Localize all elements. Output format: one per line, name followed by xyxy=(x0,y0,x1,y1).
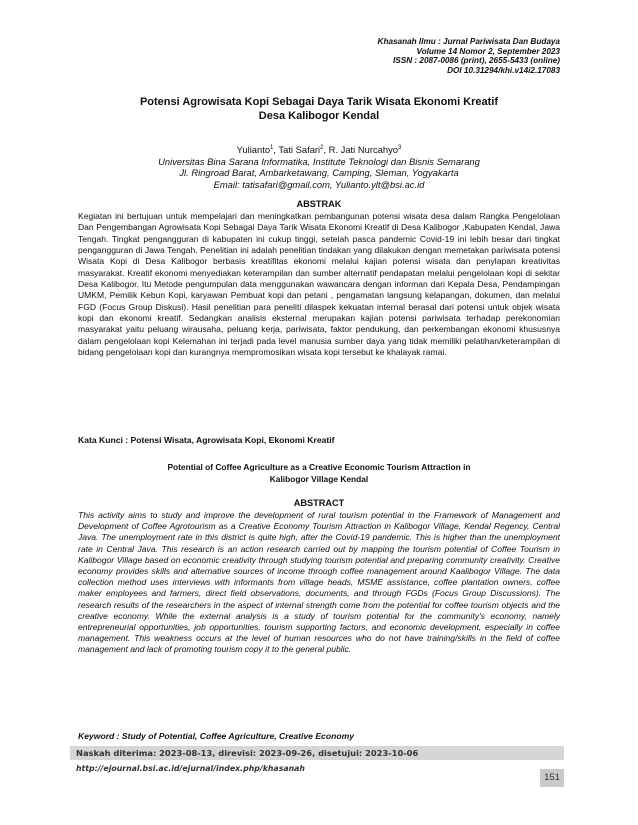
article-title-line-1: Potensi Agrowisata Kopi Sebagai Daya Tarik Wisata Ekonomi Kreatif xyxy=(139,96,499,108)
journal-header xyxy=(240,37,560,75)
journal-name: Khasanah Ilmu : Jurnal Pariwisata Dan Budaya xyxy=(377,37,560,46)
abstrak-heading: ABSTRAK xyxy=(296,199,342,209)
english-title-line-1: Potential of Coffee Agriculture as a Creative Economic Tourism Attraction in xyxy=(167,462,471,472)
author-email: Email: tatisafari@gmail.com, Yulianto.ylt@bsi.ac.id xyxy=(213,178,425,190)
author-1: Yulianto xyxy=(236,144,271,155)
abstrak-body: Kegiatan ini bertujuan untuk mempelajari dan meningkatkan pembangunan potensi wisata desa dalam Rangka Pengelolaan Dan Pengembangan Agrowisata Kopi Sebagai Daya Tarik Wisata Ekonomi Kreatif di Desa Kalibogor ,Kabupaten Kendal, Jawa Tengah. Tingkat pengangguran di kabupaten ini cukup tinggi, setelah pasca pandemic Covid-19 ini lebih besar dari tingkat pengangguran di Jawa Tengah. Penelitian ini adalah penelitian tindakan yang dilakukan dengan memetakan pariwisata potensi Wisata Kopi di Desa Kalibogor berbasis kreatifitas ekonomi melalui kajian potensi wisata dan penylapan kreativitas masyarakat. Kreatif ekonomi menyediakan keterampilan dan sumber alternatif pendapatan melalui pengelolaan kopi di sekitar Desa Kalibogor. Itu Metode pengumpulan data menggunakan wawancara dengan informan dari Kepala Desa, Pendampingan UMKM, Pemilik Kebun Kopi, karyawan Pembuat kopi dan petani , pengamatan langsung kelapangan, dokumen, dan melalui FGD (Focus Group Diskusi). Hasil penelitian para peneliti dilaspek kekuatan internal berasal dari potensi untuk objek wisata kopi dan ekonomi kreatif. Sedangkan analisis eksternal merupakan kajian potensi pariwisata terhadap perekonomian masyarakat yaitu peluang wirausaha, peluang kerja, pariwisata, faktor pendukung, dan perkembangan ekonomi khususnya dalam pengelolaan kopi Kelemahan ini terjadi pada level manusia sumber daya yang tidak memiliki pelatihan/keterampilan di bidang pengelolaan kopi dan kurangnya mempromosikan wisata kopi tersebut ke khalayak ramai. xyxy=(78,211,560,358)
author-1-affiliation-mark: 1 xyxy=(270,144,274,151)
journal-doi: DOI 10.31294/khi.v14i2.17083 xyxy=(447,65,560,75)
journal-volume: Volume 14 Nomor 2, September 2023 xyxy=(416,46,560,56)
author-3: , R. Jati Nurcahyo xyxy=(323,144,398,155)
article-title-line-2: Desa Kalibogor Kendal xyxy=(258,110,380,122)
author-list xyxy=(78,144,560,156)
author-3-affiliation-mark: 3 xyxy=(397,144,402,151)
journal-url-link[interactable]: http://ejournal.bsi.ac.id/ejurnal/index.php/khasanah xyxy=(76,764,305,773)
english-title-line-2: Kalibogor Village Kendal xyxy=(269,473,369,484)
author-2-affiliation-mark: 2 xyxy=(320,144,324,151)
abstrak-keywords: Kata Kunci : Potensi Wisata, Agrowisata Kopi, Ekonomi Kreatif xyxy=(78,435,335,445)
article-title xyxy=(78,95,560,123)
journal-issn: ISSN : 2087-0086 (print), 2655-5433 (online) xyxy=(393,56,560,66)
author-block xyxy=(78,144,560,190)
submission-dates: Naskah diterima: 2023-08-13, direvisi: 2023-09-26, disetujui: 2023-10-06 xyxy=(76,748,419,758)
abstract-body: This activity aims to study and improve the development of rural tourism potential in the Framework of Management and Development of Coffee Agrotourism as a Creative Economy Tourism Attraction in Kalibogor Village, Kendal Regency, Central Java. The unemployment rate in this district is quite high, after the Covid-19 pandemic. This is higher than the unemployment rate in Central Java. This research is an action research carried out by mapping the tourism potential of Coffee Tourism in Kalibogor Village based on economic creativity through studying tourism potential and preparing community creativity. Creative economy provides skills and alternative sources of income through coffee management around Kaalibogor Village. The data collection method uses interviews with informants from village heads, MSME assistance, coffee plantation owners, coffee maker employees and farmers, direct field observations, documents, and through FGDs (Focus Group Discussions). The research results of the researchers in the aspect of internal strength come from the potential for coffee tourism objects and the creative economy. While the external analysis is a study of tourism potential for the community's economy, namely entrepreneurial opportunities, job opportunities, tourism supporting factors, and economic development, especially in coffee management. This weakness occurs at the level of human resources who do not have training/skills in the field of coffee management and lack of promoting tourism copy it to the general public. xyxy=(78,510,560,655)
author-address: Jl. Ringroad Barat, Ambarketawang, Camping, Sleman, Yogyakarta xyxy=(179,167,459,178)
abstract-keywords: Keyword : Study of Potential, Coffee Agriculture, Creative Economy xyxy=(78,731,355,741)
abstract-heading: ABSTRACT xyxy=(293,498,345,508)
english-title xyxy=(78,462,560,485)
author-2: , Tati Safari xyxy=(273,144,321,155)
author-affiliation: Universitas Bina Sarana Informatika, Institute Teknologi dan Bisnis Semarang xyxy=(158,155,480,167)
page-number: 151 xyxy=(540,769,564,787)
